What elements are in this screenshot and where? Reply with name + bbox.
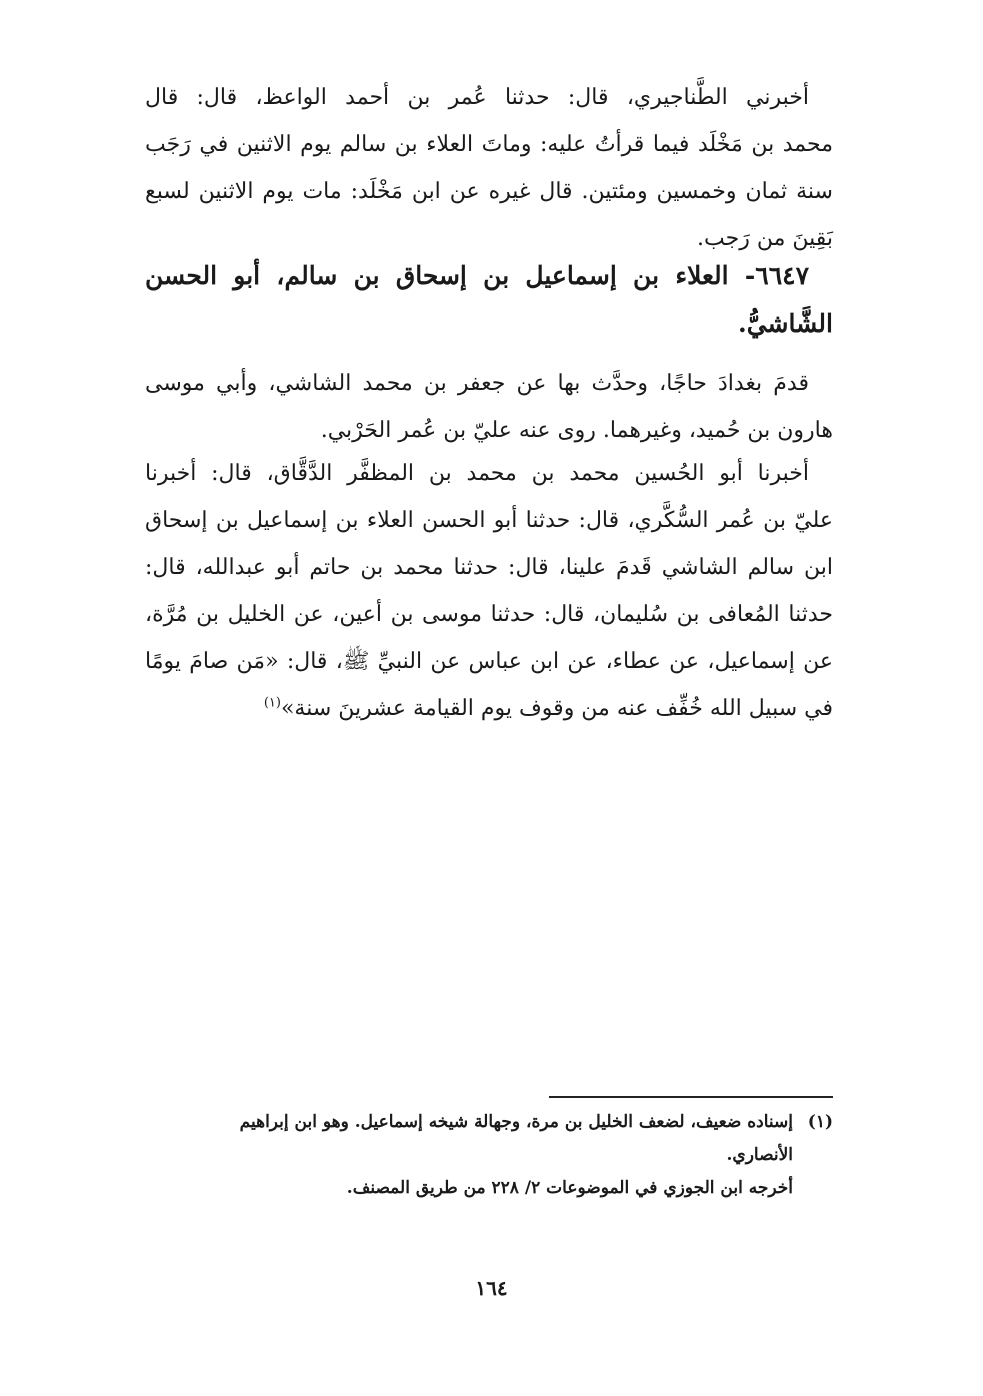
footnote-separator [549,1096,833,1098]
text-line: قدمَ بغدادَ حاجًا، وحدَّث بها عن جعفر بن محمد الشاشي، وأبي موسى [145,371,809,396]
text-line: هارون بن حُميد، وغيرهما. روى عنه عليّ بن عُمر الحَرْبي. [320,418,833,443]
heading-line: ٦٦٤٧- العلاء بن إسماعيل بن إسحاق بن سالم، أبو الحسن [145,261,809,290]
footnotes [145,1106,833,1205]
text-line: عليّ بن عُمر السُّكَّري، قال: حدثنا أبو الحسن العلاء بن إسماعيل بن إسحاق [145,508,833,533]
footnote-line [145,1106,833,1139]
text-line: ابن سالم الشاشي قَدمَ علينا، قال: حدثنا محمد بن حاتم أبو عبدالله، قال: [145,555,833,580]
paragraph-2 [145,360,833,454]
heading-line: الشَّاشيُّ. [738,309,833,338]
text-line: أخبرنا أبو الحُسين محمد بن محمد بن المظفَّر الدَّقَّاق، قال: أخبرنا [145,461,809,486]
page-number: ١٦٤ [475,1276,508,1300]
text-line: حدثنا المُعافى بن سُليمان، قال: حدثنا موسى بن أعين، عن الخليل بن مُرَّة، [145,602,833,627]
footnote-line: أخرجه ابن الجوزي في الموضوعات ٢/ ٢٢٨ من طريق المصنف. [346,1178,793,1198]
text-line: محمد بن مَخْلَد فيما قرأتُ عليه: وماتَ العلاء بن سالم يوم الاثنين في رَجَب [145,132,833,157]
text-line [145,685,833,732]
paragraph-1 [145,74,833,262]
text-line: سنة ثمان وخمسين ومئتين. قال غيره عن ابن مَخْلَد: مات يوم الاثنين لسبع [145,179,833,204]
text-line: بَقِينَ من رَجب. [697,226,833,251]
text-line: أخبرني الطَّناجيري، قال: حدثنا عُمر بن أحمد الواعظ، قال: قال [145,85,809,110]
footnote-marker: (١) [807,1112,833,1132]
paragraph-3 [145,450,833,732]
text-line-content: في سبيل الله خُفِّف عنه من وقوف يوم القيامة عشرينَ سنة» [280,696,833,721]
footnote-line: الأنصاري. [726,1145,793,1165]
footnote-text: إسناده ضعيف، لضعف الخليل بن مرة، وجهالة شيخه إسماعيل. وهو ابن إبراهيم [239,1112,793,1132]
footnote-reference: (١) [263,695,281,711]
entry-heading [145,252,833,348]
text-line: عن إسماعيل، عن عطاء، عن ابن عباس عن النبيِّ ﷺ، قال: «مَن صامَ يومًا [145,649,833,674]
